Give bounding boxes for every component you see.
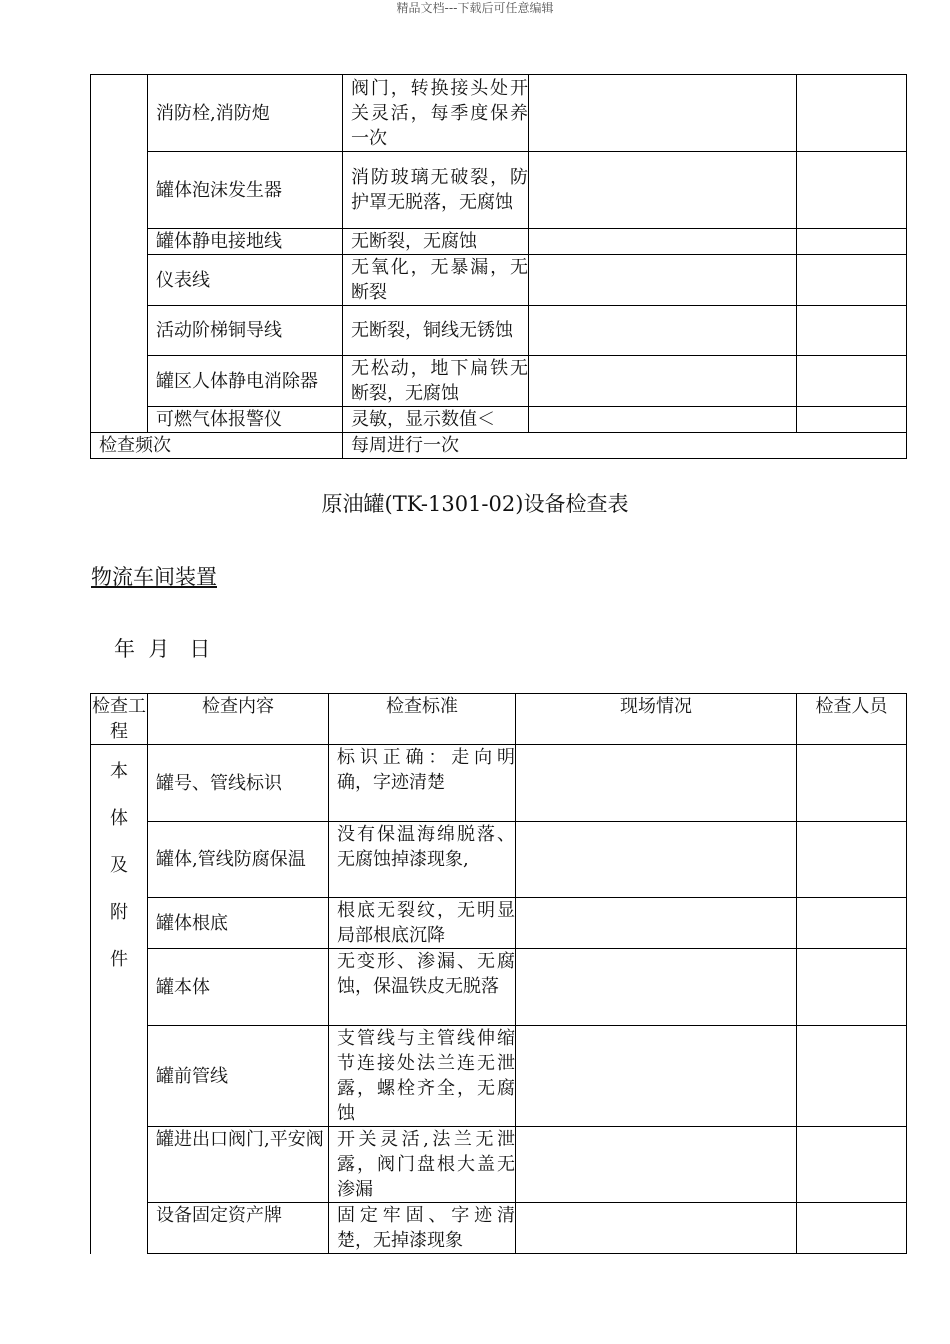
group-char: 及 bbox=[110, 855, 128, 876]
item-cell: 罐进出口阀门,平安阀 bbox=[148, 1127, 329, 1203]
standard-cell: 灵敏，显示数值＜ bbox=[343, 407, 529, 433]
standard-cell: 没有保温海绵脱落、无腐蚀掉漆现象, bbox=[329, 822, 516, 898]
inspector-cell[interactable] bbox=[797, 75, 907, 152]
item-cell: 罐本体 bbox=[148, 949, 329, 1026]
header-project: 检查工程 bbox=[91, 694, 148, 745]
group-char: 本 bbox=[110, 761, 128, 782]
item-cell: 活动阶梯铜导线 bbox=[148, 306, 343, 356]
item-cell: 消防栓,消防炮 bbox=[148, 75, 343, 152]
header-inspector: 检查人员 bbox=[797, 694, 907, 745]
page-title: 原油罐(TK-1301-02)设备检查表 bbox=[321, 492, 629, 516]
situation-cell[interactable] bbox=[516, 1026, 797, 1127]
inspection-table bbox=[90, 693, 907, 1254]
situation-cell[interactable] bbox=[516, 1203, 797, 1254]
inspector-cell[interactable] bbox=[797, 1026, 907, 1127]
inspector-cell[interactable] bbox=[797, 822, 907, 898]
date-line: 年 月 日 bbox=[114, 637, 211, 661]
standard-cell: 无松动，地下扁铁无断裂，无腐蚀 bbox=[343, 356, 529, 407]
inspector-cell[interactable] bbox=[797, 898, 907, 949]
inspector-cell[interactable] bbox=[797, 229, 907, 255]
item-cell: 罐体,管线防腐保温 bbox=[148, 822, 329, 898]
item-cell: 罐号、管线标识 bbox=[148, 745, 329, 822]
standard-cell: 无氧化，无暴漏，无断裂 bbox=[343, 255, 529, 306]
standard-cell: 无断裂，铜线无锈蚀 bbox=[343, 306, 529, 356]
header-content: 检查内容 bbox=[148, 694, 329, 745]
standard-cell: 阀门，转换接头处开关灵活，每季度保养一次 bbox=[343, 75, 529, 152]
item-cell: 罐区人体静电消除器 bbox=[148, 356, 343, 407]
inspection-table-continued bbox=[90, 74, 907, 459]
group-cell bbox=[91, 745, 148, 1254]
situation-cell[interactable] bbox=[529, 75, 797, 152]
situation-cell[interactable] bbox=[529, 356, 797, 407]
frequency-value: 每周进行一次 bbox=[343, 433, 907, 459]
inspector-cell[interactable] bbox=[797, 152, 907, 229]
inspector-cell[interactable] bbox=[797, 255, 907, 306]
situation-cell[interactable] bbox=[529, 229, 797, 255]
situation-cell[interactable] bbox=[529, 152, 797, 229]
standard-cell: 支管线与主管线伸缩节连接处法兰连无泄露，螺栓齐全，无腐蚀 bbox=[329, 1026, 516, 1127]
standard-cell: 无变形、渗漏、无腐蚀，保温铁皮无脱落 bbox=[329, 949, 516, 1026]
standard-cell: 消防玻璃无破裂，防护罩无脱落，无腐蚀 bbox=[343, 152, 529, 229]
standard-cell: 固定牢固、字迹清楚，无掉漆现象 bbox=[329, 1203, 516, 1254]
header-standard: 检查标准 bbox=[329, 694, 516, 745]
workshop-label: 物流车间装置 bbox=[91, 565, 217, 589]
standard-cell: 无断裂，无腐蚀 bbox=[343, 229, 529, 255]
group-char: 附 bbox=[110, 902, 128, 923]
header-situation: 现场情况 bbox=[516, 694, 797, 745]
inspector-cell[interactable] bbox=[797, 1203, 907, 1254]
item-cell: 罐前管线 bbox=[148, 1026, 329, 1127]
situation-cell[interactable] bbox=[516, 949, 797, 1026]
inspector-cell[interactable] bbox=[797, 745, 907, 822]
standard-cell: 标识正确：走向明确，字迹清楚 bbox=[329, 745, 516, 822]
situation-cell[interactable] bbox=[516, 898, 797, 949]
item-cell: 仪表线 bbox=[148, 255, 343, 306]
group-char: 件 bbox=[110, 949, 128, 970]
inspector-cell[interactable] bbox=[797, 407, 907, 433]
situation-cell[interactable] bbox=[529, 306, 797, 356]
watermark: 精品文档---下载后可任意编辑 bbox=[396, 1, 554, 15]
item-cell: 设备固定资产牌 bbox=[148, 1203, 329, 1254]
inspector-cell[interactable] bbox=[797, 949, 907, 1026]
inspector-cell[interactable] bbox=[797, 306, 907, 356]
item-cell: 可燃气体报警仪 bbox=[148, 407, 343, 433]
standard-cell: 根底无裂纹，无明显局部根底沉降 bbox=[329, 898, 516, 949]
item-cell: 罐体泡沫发生器 bbox=[148, 152, 343, 229]
item-cell: 罐体静电接地线 bbox=[148, 229, 343, 255]
situation-cell[interactable] bbox=[529, 407, 797, 433]
situation-cell[interactable] bbox=[516, 822, 797, 898]
frequency-label: 检查频次 bbox=[91, 433, 343, 459]
situation-cell[interactable] bbox=[516, 745, 797, 822]
situation-cell[interactable] bbox=[516, 1127, 797, 1203]
inspector-cell[interactable] bbox=[797, 1127, 907, 1203]
standard-cell: 开关灵活,法兰无泄露，阀门盘根大盖无渗漏 bbox=[329, 1127, 516, 1203]
project-cell bbox=[91, 75, 148, 433]
item-cell: 罐体根底 bbox=[148, 898, 329, 949]
situation-cell[interactable] bbox=[529, 255, 797, 306]
inspector-cell[interactable] bbox=[797, 356, 907, 407]
group-char: 体 bbox=[110, 808, 128, 829]
